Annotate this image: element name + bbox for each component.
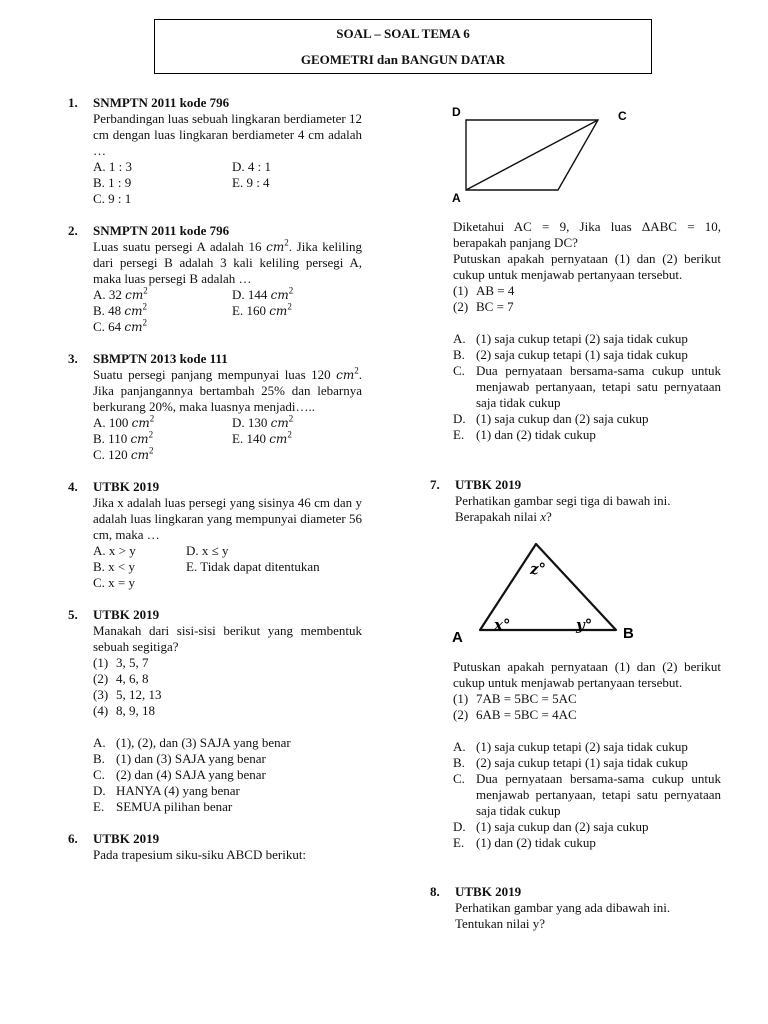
option-e: E. SEMUA pilihan benar <box>93 799 233 814</box>
question-8 <box>430 884 722 932</box>
question-4 <box>68 479 362 591</box>
list-item: (1) AB = 4 <box>453 283 515 298</box>
question-5 <box>68 607 362 815</box>
option-c: C. Dua pernyataan bersama-sama cukup untuk menjawab pertanyaan, tetapi satu pernyataan saja tidak cukup <box>453 363 721 410</box>
question-source: SNMPTN 2011 kode 796 <box>93 223 230 238</box>
question-2 <box>68 223 362 335</box>
option-d: D. (1) saja cukup dan (2) saja cukup <box>453 819 649 834</box>
vertex-b-label: B <box>623 625 634 642</box>
option-a: A. x > y <box>93 543 136 558</box>
option-c: C. 64 $cm^2$ <box>93 317 148 334</box>
option-b: B. (2) saja cukup tetapi (1) saja tidak cukup <box>453 755 688 770</box>
question-source: UTBK 2019 <box>455 477 522 492</box>
question-source: SBMPTN 2013 kode 111 <box>93 351 228 366</box>
option-e: E. 140 $cm^2$ <box>232 429 292 446</box>
question-number: 2. <box>68 223 78 238</box>
vertex-c-label: C <box>618 109 627 123</box>
option-e: E. 9 : 4 <box>232 175 270 190</box>
question-source: UTBK 2019 <box>93 479 160 494</box>
question-number: 6. <box>68 831 78 846</box>
vertex-a-label: A <box>452 629 463 646</box>
question-text: Perbandingan luas sebuah lingkaran berdiameter 12 cm dengan luas lingkaran berdiameter 4 cm adalah … <box>93 111 362 158</box>
option-c: C. 120 $cm^2$ <box>93 445 154 462</box>
question-7 <box>430 477 722 525</box>
option-e: E. Tidak dapat ditentukan <box>186 559 320 574</box>
option-d: D. HANYA (4) yang benar <box>93 783 240 798</box>
question-source: SNMPTN 2011 kode 796 <box>93 95 230 110</box>
question-1 <box>68 95 362 207</box>
vertex-d-label: D <box>452 105 461 119</box>
option-d: D. x ≤ y <box>186 543 229 558</box>
page-subtitle: GEOMETRI dan BANGUN DATAR <box>300 52 506 67</box>
option-b: B. x < y <box>93 559 136 574</box>
question-text: Pada trapesium siku-siku ABCD berikut: <box>93 847 307 862</box>
question-text: Luas suatu persegi A adalah 16 $cm^2$. Jika keliling dari persegi B adalah 3 kali keliling persegi A, maka luas persegi B adalah … <box>93 237 362 286</box>
title-box <box>154 19 652 74</box>
option-e: E. 160 $cm^2$ <box>232 301 292 318</box>
question-prompt: Tentukan nilai y? <box>455 916 546 931</box>
option-a: A. 100 $cm^2$ <box>93 413 155 430</box>
option-a: A. (1) saja cukup tetapi (2) saja tidak cukup <box>453 331 688 346</box>
option-c: C. Dua pernyataan bersama-sama cukup untuk menjawab pertanyaan, tetapi satu pernyataan saja tidak cukup <box>453 771 721 818</box>
list-item: (4) 8, 9, 18 <box>93 703 155 718</box>
page-title: SOAL – SOAL TEMA 6 <box>336 26 470 41</box>
list-item: (2) 6AB = 5BC = 4AC <box>453 707 577 722</box>
question-text: Jika x adalah luas persegi yang sisinya 46 cm dan y adalah luas lingkaran yang mempunyai diameter 56 cm, maka … <box>93 495 362 542</box>
question-text: Manakah dari sisi-sisi berikut yang membentuk sebuah segitiga? <box>93 623 362 654</box>
option-d: D. (1) saja cukup dan (2) saja cukup <box>453 411 649 426</box>
option-a: A. (1) saja cukup tetapi (2) saja tidak cukup <box>453 739 688 754</box>
option-c: C. 9 : 1 <box>93 191 132 206</box>
question-instruction: Putuskan apakah pernyataan (1) dan (2) berikut cukup untuk menjawab pertanyaan tersebut. <box>453 251 721 282</box>
option-a: A. 32 $cm^2$ <box>93 285 148 302</box>
question-number: 8. <box>430 884 440 899</box>
option-b: B. 48 $cm^2$ <box>93 301 148 318</box>
option-d: D. 144 $cm^2$ <box>232 285 294 302</box>
question-source: UTBK 2019 <box>455 884 522 899</box>
option-a: A. 1 : 3 <box>93 159 132 174</box>
question-7-continued <box>453 659 721 851</box>
option-c: C. (2) dan (4) SAJA yang benar <box>93 767 266 782</box>
option-d: D. 4 : 1 <box>232 159 271 174</box>
question-text: Perhatikan gambar segi tiga di bawah ini. <box>455 493 671 508</box>
option-b: B. (1) dan (3) SAJA yang benar <box>93 751 266 766</box>
list-item: (3) 5, 12, 13 <box>93 687 162 702</box>
question-number: 5. <box>68 607 78 622</box>
question-6 <box>68 831 362 863</box>
question-instruction: Putuskan apakah pernyataan (1) dan (2) berikut cukup untuk menjawab pertanyaan tersebut. <box>453 659 721 690</box>
option-e: E. (1) dan (2) tidak cukup <box>453 427 596 442</box>
question-source: UTBK 2019 <box>93 831 160 846</box>
left-column <box>68 95 362 863</box>
triangle-figure <box>450 538 640 648</box>
list-item: (2) BC = 7 <box>453 299 514 314</box>
angle-x-label: x° <box>494 616 511 634</box>
question-number: 1. <box>68 95 78 110</box>
question-6-continued <box>453 219 721 443</box>
option-a: A. (1), (2), dan (3) SAJA yang benar <box>93 735 291 750</box>
vertex-a-label: A <box>452 191 461 205</box>
question-source: UTBK 2019 <box>93 607 160 622</box>
question-number: 4. <box>68 479 78 494</box>
question-text: Diketahui AC = 9, Jika luas ΔABC = 10, berapakah panjang DC? <box>453 219 721 250</box>
option-b: B. (2) saja cukup tetapi (1) saja tidak cukup <box>453 347 688 362</box>
question-text: Perhatikan gambar yang ada dibawah ini. <box>455 900 671 915</box>
list-item: (1) 3, 5, 7 <box>93 655 149 670</box>
option-c: C. x = y <box>93 575 136 590</box>
list-item: (2) 4, 6, 8 <box>93 671 149 686</box>
option-e: E. (1) dan (2) tidak cukup <box>453 835 596 850</box>
angle-y-label: y° <box>576 616 593 634</box>
option-d: D. 130 $cm^2$ <box>232 413 294 430</box>
option-b: B. 1 : 9 <box>93 175 132 190</box>
angle-z-label: z° <box>530 560 547 578</box>
question-number: 7. <box>430 477 440 492</box>
list-item: (1) 7AB = 5BC = 5AC <box>453 691 577 706</box>
question-3 <box>68 351 362 463</box>
question-text: Suatu persegi panjang mempunyai luas 120 $cm^2$. Jika panjangannya bertambah 25% dan lebarnya berkurang 20%, maka luasnya menjadi….. <box>93 365 362 414</box>
option-b: B. 110 $cm^2$ <box>93 429 154 446</box>
question-prompt: Berapakah nilai x? <box>455 509 552 524</box>
trapezoid-figure <box>450 104 635 206</box>
question-number: 3. <box>68 351 78 366</box>
